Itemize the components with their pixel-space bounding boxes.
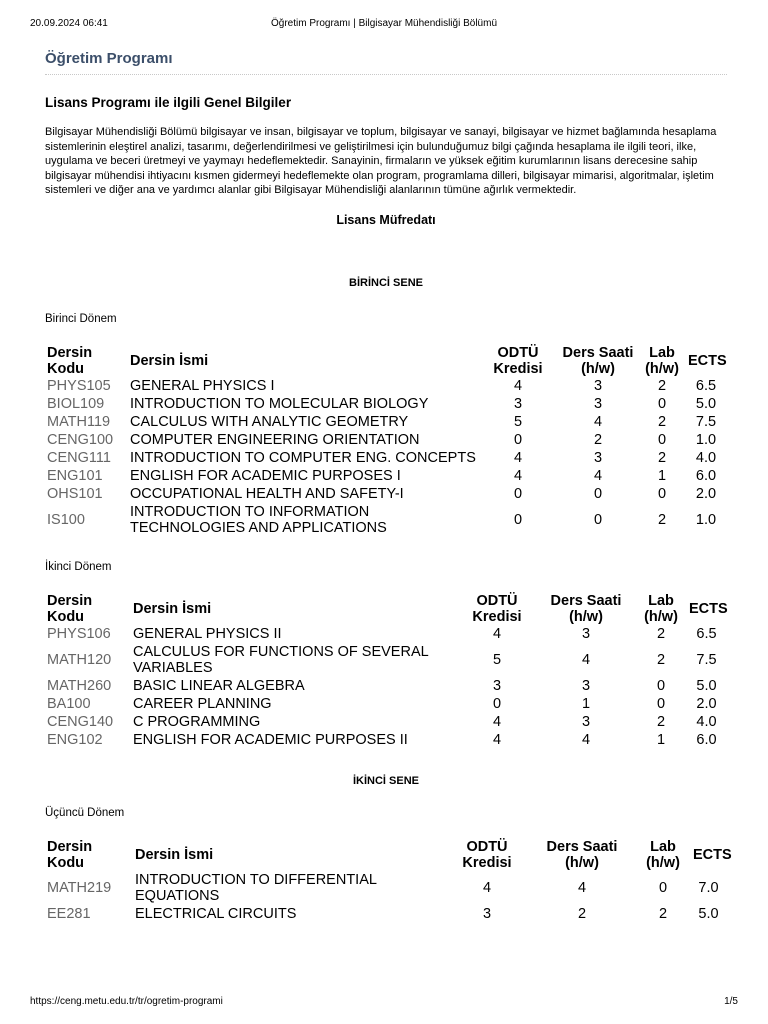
course-code: ENG102 (47, 731, 103, 748)
table-header-row (45, 593, 726, 625)
column-header-ects: ECTS (688, 352, 727, 369)
course-ects: 1.0 (695, 511, 717, 528)
course-table-term-2 (45, 593, 726, 749)
course-ects: 5.0 (698, 905, 719, 922)
table-row (45, 677, 726, 695)
print-header-title: Öğretim Programı | Bilgisayar Mühendisliği Bölümü (270, 18, 497, 29)
course-lab: 0 (658, 879, 668, 896)
course-name: ENGLISH FOR ACADEMIC PURPOSES II (133, 731, 408, 748)
course-credit: 0 (513, 431, 523, 448)
course-ects: 6.0 (695, 467, 717, 484)
course-name: ENGLISH FOR ACADEMIC PURPOSES I (130, 467, 401, 484)
course-ects: 7.0 (698, 879, 719, 896)
course-name: OCCUPATIONAL HEALTH AND SAFETY-I (130, 485, 404, 502)
course-lab: 1 (657, 467, 667, 484)
column-header-ects: ECTS (693, 846, 732, 863)
table-row (45, 695, 726, 713)
column-header-lab: Lab (h/w) (644, 592, 678, 625)
table-row (45, 467, 726, 485)
course-lab: 2 (657, 449, 667, 466)
course-name: INTRODUCTION TO COMPUTER ENG. CONCEPTS (130, 449, 476, 466)
term-heading-3: Üçüncü Dönem (45, 806, 125, 819)
course-ects: 6.5 (696, 625, 717, 642)
year-heading-2: İKİNCİ SENE (352, 774, 419, 787)
column-header-code: Dersin Kodu (47, 838, 93, 871)
course-name: C PROGRAMMING (133, 713, 261, 730)
course-lab: 1 (656, 731, 666, 748)
column-header-name: Dersin İsmi (135, 846, 214, 863)
table-row (45, 449, 726, 467)
print-footer-url: https://ceng.metu.edu.tr/tr/ogretim-programi (30, 996, 223, 1007)
course-code: BIOL109 (47, 395, 105, 412)
table-row (45, 643, 726, 677)
table-row (45, 713, 726, 731)
course-lab: 0 (657, 485, 667, 502)
course-code: ENG101 (47, 467, 103, 484)
course-name: COMPUTER ENGINEERING ORIENTATION (130, 431, 420, 448)
course-code: PHYS105 (47, 377, 111, 394)
course-hours: 4 (593, 413, 603, 430)
course-credit: 4 (482, 879, 492, 896)
course-ects: 2.0 (695, 485, 717, 502)
course-ects: 7.5 (696, 651, 717, 668)
course-name: CAREER PLANNING (133, 695, 272, 712)
course-code: CENG100 (47, 431, 114, 448)
course-lab: 2 (656, 651, 666, 668)
course-ects: 5.0 (696, 677, 717, 694)
column-header-hours: Ders Saati (h/w) (562, 344, 634, 377)
table-row (45, 413, 726, 431)
course-credit: 5 (492, 651, 502, 668)
column-header-name: Dersin İsmi (130, 352, 209, 369)
course-name: CALCULUS WITH ANALYTIC GEOMETRY (130, 413, 409, 430)
year-heading-1: BİRİNCİ SENE (349, 276, 423, 289)
course-hours: 3 (593, 395, 603, 412)
course-credit: 0 (513, 485, 523, 502)
course-credit: 3 (492, 677, 502, 694)
table-row (45, 377, 726, 395)
term-heading-1: Birinci Dönem (45, 312, 117, 325)
course-ects: 6.0 (696, 731, 717, 748)
course-credit: 4 (492, 713, 502, 730)
term-heading-2: İkinci Dönem (45, 560, 112, 573)
course-lab: 2 (656, 713, 666, 730)
print-footer-page-number: 1/5 (724, 996, 738, 1007)
title-divider (45, 74, 727, 75)
course-credit: 4 (513, 449, 523, 466)
course-name: BASIC LINEAR ALGEBRA (133, 677, 305, 694)
course-name: INTRODUCTION TO DIFFERENTIAL EQUATIONS (135, 871, 377, 904)
column-header-credit: ODTÜ Kredisi (493, 344, 543, 377)
page-title: Öğretim Programı (45, 50, 173, 67)
column-header-code: Dersin Kodu (47, 344, 93, 377)
course-credit: 5 (513, 413, 523, 430)
course-hours: 3 (593, 449, 603, 466)
course-table-term-1 (45, 345, 726, 537)
table-row (45, 395, 726, 413)
course-lab: 2 (658, 905, 668, 922)
table-header-row (45, 345, 726, 377)
column-header-credit: ODTÜ Kredisi (472, 592, 522, 625)
general-info-text: Bilgisayar Mühendisliği Bölümü bilgisayar ve insan, bilgisayar ve toplum, bilgisayar ve sanayi, bilgisayar ve hizmet bağlamında hesaplama sistemlerinin eleştirel analizi, tasarımı, değerlendirilmesi ve geliştirilmesi için bulunduğumuz bilgi çağında hesaplama ile ilgili teori, ilke, uygulama ve beceri üretmeyi ve yaymayı hedeflemektedir. Sanayinin, firmaların ve yüksek eğitim kurumlarının lisans derecesine sahip bilgisayar mühendisi ihtiyacını kısmen gidermeyi hedeflemekte olan program, programlama dilleri, bilgisayar mimarisi, algoritmalar, işletim sistemleri ve diğer ana ve yardımcı alanlar gibi Bilgisayar Mühendisliği alanlarının tümüne ağırlık vermektedir. (45, 126, 717, 196)
course-credit: 0 (492, 695, 502, 712)
column-header-code: Dersin Kodu (47, 592, 93, 625)
course-name: ELECTRICAL CIRCUITS (135, 905, 297, 922)
course-credit: 3 (513, 395, 523, 412)
course-hours: 3 (581, 713, 591, 730)
course-lab: 0 (656, 677, 666, 694)
table-row (45, 625, 726, 643)
table-header-row (45, 839, 726, 871)
course-hours: 4 (581, 651, 591, 668)
course-hours: 1 (581, 695, 591, 712)
course-name: CALCULUS FOR FUNCTIONS OF SEVERAL VARIABLES (133, 643, 429, 676)
general-info-heading: Lisans Programı ile ilgili Genel Bilgiler (45, 95, 292, 110)
course-ects: 2.0 (696, 695, 717, 712)
course-code: MATH120 (47, 651, 112, 668)
course-lab: 0 (656, 695, 666, 712)
course-name: INTRODUCTION TO MOLECULAR BIOLOGY (130, 395, 429, 412)
table-row (45, 871, 726, 905)
course-code: PHYS106 (47, 625, 111, 642)
course-code: EE281 (47, 905, 91, 922)
table-row (45, 485, 726, 503)
course-table-term-3 (45, 838, 732, 923)
course-ects: 4.0 (695, 449, 717, 466)
table-row (45, 503, 726, 537)
column-header-name: Dersin İsmi (133, 600, 212, 617)
course-credit: 3 (482, 905, 492, 922)
course-hours: 0 (593, 511, 603, 528)
course-ects: 6.5 (695, 377, 717, 394)
table-row (45, 731, 726, 749)
course-credit: 4 (492, 731, 502, 748)
course-name: GENERAL PHYSICS II (133, 625, 282, 642)
course-hours: 4 (577, 879, 587, 896)
course-code: MATH119 (47, 413, 111, 430)
course-lab: 2 (657, 511, 667, 528)
course-name: GENERAL PHYSICS I (130, 377, 275, 394)
course-code: MATH260 (47, 677, 112, 694)
course-hours: 3 (581, 677, 591, 694)
main-content (45, 50, 732, 923)
course-credit: 4 (513, 467, 523, 484)
course-hours: 0 (593, 485, 603, 502)
course-hours: 3 (593, 377, 603, 394)
course-code: MATH219 (47, 879, 112, 896)
course-code: CENG140 (47, 713, 114, 730)
course-hours: 4 (581, 731, 591, 748)
course-code: IS100 (47, 511, 85, 528)
course-credit: 4 (513, 377, 523, 394)
column-header-lab: Lab (h/w) (646, 838, 680, 871)
course-credit: 0 (513, 511, 523, 528)
column-header-credit: ODTÜ Kredisi (462, 838, 512, 871)
table-row (45, 905, 726, 923)
course-lab: 0 (657, 431, 667, 448)
course-hours: 2 (577, 905, 587, 922)
column-header-lab: Lab (h/w) (645, 344, 679, 377)
course-lab: 2 (657, 413, 667, 430)
course-name: INTRODUCTION TO INFORMATION TECHNOLOGIES AND APPLICATIONS (130, 503, 387, 536)
course-lab: 2 (657, 377, 667, 394)
course-code: CENG111 (47, 449, 111, 466)
course-code: OHS101 (47, 485, 103, 502)
course-code: BA100 (47, 695, 91, 712)
course-ects: 4.0 (696, 713, 717, 730)
table-row (45, 431, 726, 449)
course-hours: 3 (581, 625, 591, 642)
course-ects: 5.0 (695, 395, 717, 412)
curriculum-heading: Lisans Müfredatı (336, 212, 436, 227)
course-hours: 4 (593, 467, 603, 484)
course-lab: 2 (656, 625, 666, 642)
print-header-datetime: 20.09.2024 06:41 (30, 18, 108, 29)
course-lab: 0 (657, 395, 667, 412)
course-credit: 4 (492, 625, 502, 642)
course-hours: 2 (593, 431, 603, 448)
column-header-hours: Ders Saati (h/w) (550, 592, 622, 625)
course-ects: 7.5 (695, 413, 717, 430)
column-header-hours: Ders Saati (h/w) (546, 838, 618, 871)
column-header-ects: ECTS (689, 600, 728, 617)
course-ects: 1.0 (695, 431, 717, 448)
